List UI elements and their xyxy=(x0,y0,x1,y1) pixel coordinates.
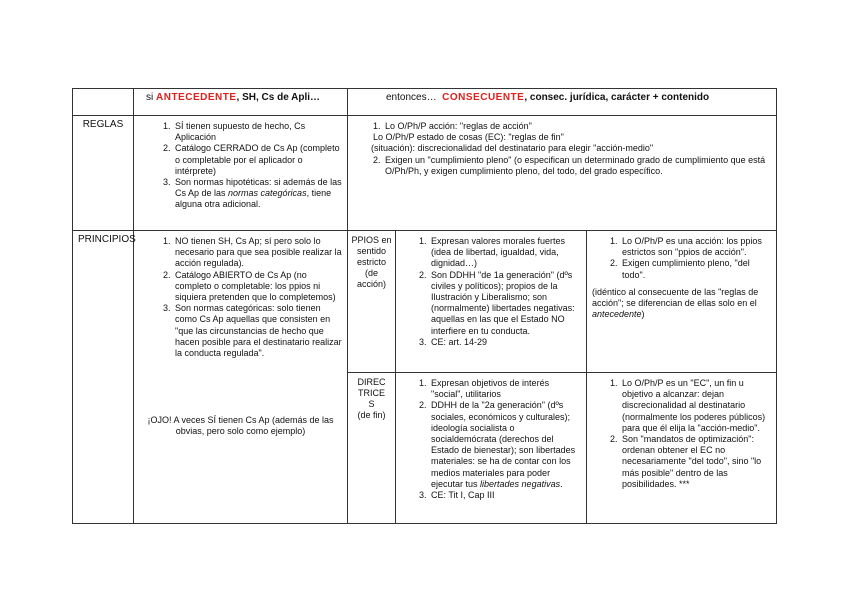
directrices-consecuente-list xyxy=(592,376,771,490)
list-item: 1. Expresan valores morales fuertes (idea de libertad, igualdad, vida, dignidad…) xyxy=(429,236,581,270)
ppios-contenido xyxy=(396,231,587,373)
principios-warning: ¡OJO! A veces SÍ tienen Cs Ap (además de las obvias, pero solo como ejemplo) xyxy=(147,415,334,437)
principios-label: PRINCIPIOS xyxy=(73,231,134,524)
list-item: 1. NO tienen SH, Cs Ap; sí pero solo lo necesario para que sea posible realizar la acción regulada). xyxy=(173,236,342,270)
list-item: 1. Lo O/Ph/P es una acción: los ppios estrictos son "ppios de acción". xyxy=(620,236,771,258)
ppios-row xyxy=(73,231,777,373)
list-item: 1. SÍ tienen supuesto de hecho, Cs Aplicación xyxy=(173,121,342,143)
reglas-label: REGLAS xyxy=(73,116,134,231)
list-item: 3. Son normas hipotéticas: si además de las Cs Ap de las normas categóricas, tiene alguna otra adicional. xyxy=(173,177,342,211)
principios-antecedente xyxy=(134,231,348,524)
list-item: 3. CE: Tit I, Cap III xyxy=(429,490,581,501)
ppios-nota: (idéntico al consecuente de las "reglas de acción"; se diferencian de ellas solo en el antecedente) xyxy=(592,286,759,320)
ppios-consecuente xyxy=(587,231,777,373)
ppios-label: PPIOS en sentido estricto (de acción) xyxy=(348,231,396,373)
header-antecedente: si ANTECEDENTE, SH, Cs de Apli… xyxy=(134,89,348,116)
directrices-label: DIREC TRICE S (de fin) xyxy=(348,373,396,524)
list-item: 1. Lo O/Ph/P es un "EC", un fin u objetivo a alcanzar: dejan discrecionalidad al destinatario (normalmente los poderes públicos) para que él elija la "acción-medio". xyxy=(620,378,771,434)
ppios-consecuente-list xyxy=(592,234,771,281)
list-item: 2. Catálogo ABIERTO de Cs Ap (no completo o completable: los ppios ni siquiera pretenden que lo completemos) xyxy=(173,270,342,304)
list-item: 2. DDHH de la "2a generación" (dºs sociales, económicos y culturales); ideología socialista o socialdemócrata (derechos del Estado de bienestar); son libertades materiales: se ha de contar con los medios materiales para poder ejecutar tus libertades negativas. xyxy=(429,400,581,490)
list-item: 2. Exigen un "cumplimiento pleno" (o especifican un determinado grado de cumplimiento que está O/Ph/Ph, y exigen cumplimiento pleno, del todo, del grado específico. xyxy=(383,155,771,177)
ppios-contenido-list xyxy=(401,234,581,348)
list-item: 3. Son normas categóricas: solo tienen como Cs Ap aquellas que consisten en "que las circunstancias de hecho que hacen posible para el destinatario realizar la conducta regulada". xyxy=(173,303,342,359)
header-consecuente: entonces… CONSECUENTE, consec. jurídica, carácter + contenido xyxy=(348,89,777,116)
header-empty-cell xyxy=(73,89,134,116)
header-row xyxy=(73,89,777,116)
principios-antecedente-list xyxy=(139,234,342,359)
norms-comparison-table xyxy=(72,88,777,524)
directrices-contenido-list xyxy=(401,376,581,501)
list-item: 1. Lo O/Ph/P acción: "reglas de acción" Lo O/Ph/P estado de cosas (EC): "reglas de fin" (situación): discrecionalidad del destinatario para elegir "acción-medio" xyxy=(383,121,771,155)
reglas-antecedente xyxy=(134,116,348,231)
directrices-consecuente xyxy=(587,373,777,524)
list-item: 2. Son "mandatos de optimización": ordenan obtener el EC no necesariamente "del todo", sino "lo más posible" dentro de las posibilidades. *** xyxy=(620,434,771,490)
antecedente-keyword: ANTECEDENTE xyxy=(156,92,237,103)
list-item: 2. Catálogo CERRADO de Cs Ap (completo o completable por el aplicador o intérprete) xyxy=(173,143,342,177)
reglas-antecedente-list xyxy=(139,119,342,211)
reglas-row xyxy=(73,116,777,231)
reglas-consecuente xyxy=(348,116,777,231)
list-item: 2. Son DDHH "de 1a generación" (dºs civiles y políticos); propios de la Ilustración y Liberalismo; son (normalmente) libertades negativas: aquellas en las que el Estado NO interfiere en tu conducta. xyxy=(429,270,581,337)
reglas-consecuente-list xyxy=(353,119,771,177)
list-item: 3. CE: art. 14-29 xyxy=(429,337,581,348)
list-item: 1. Expresan objetivos de interés "social", utilitarios xyxy=(429,378,581,400)
consecuente-keyword: CONSECUENTE xyxy=(442,92,525,103)
list-item: 2. Exigen cumplimiento pleno, "del todo". xyxy=(620,258,771,280)
directrices-contenido xyxy=(396,373,587,524)
